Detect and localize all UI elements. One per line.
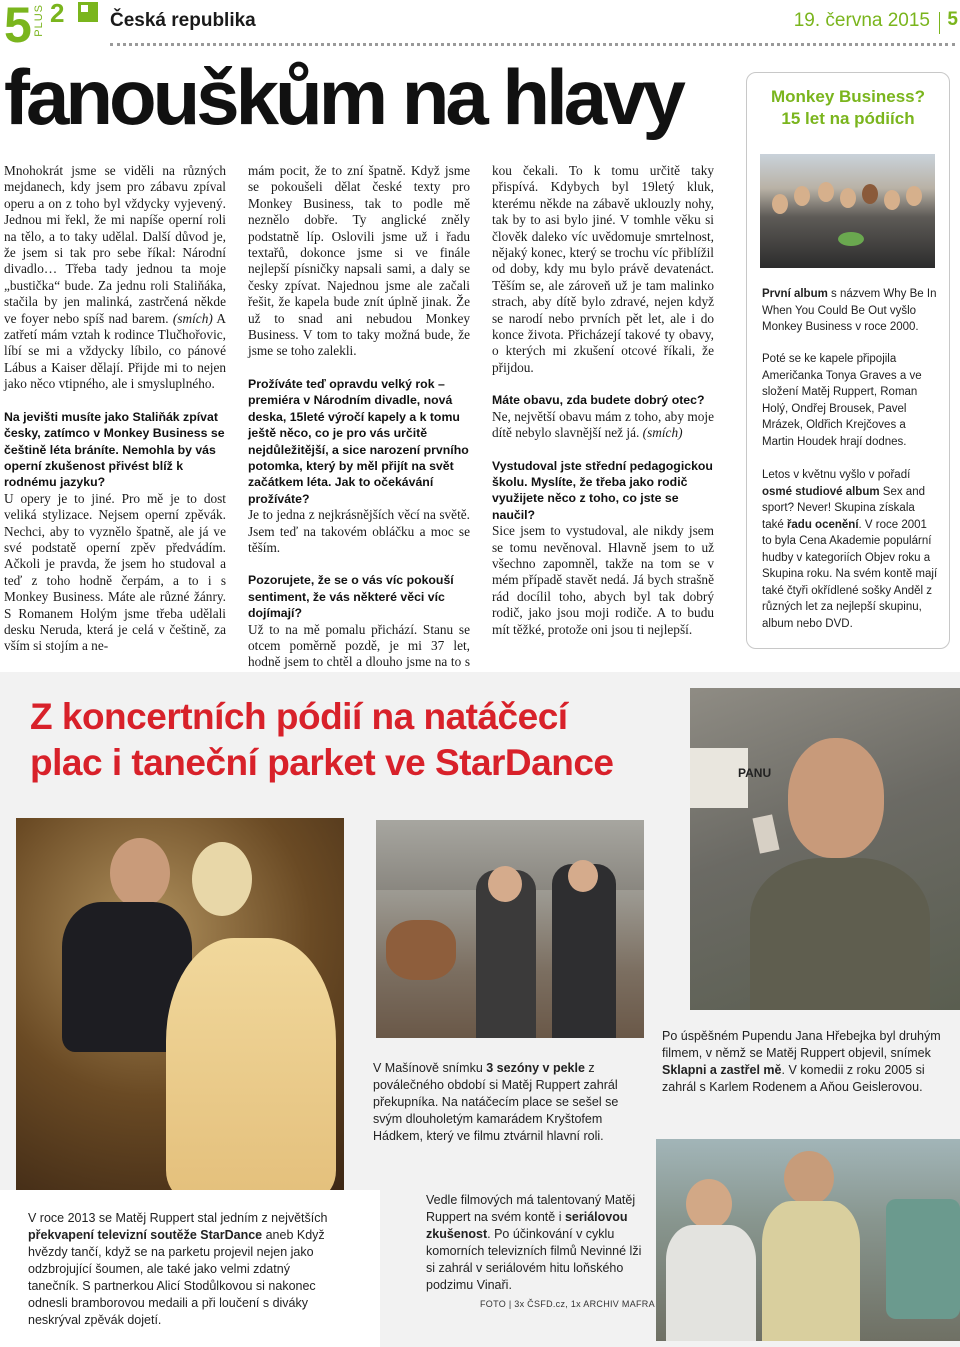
caption-text: aneb Když hvězdy tančí, když se na parketu projevil nejen jako odzbrojující šoumen, ale také jako velmi zdatný tanečník. S partnerkou Alicí Stodůlkovou si nakonec odnesli bramborovou medaili a při loučení s diváky neskrýval zpěvák dojetí. (28, 1228, 325, 1327)
caption-bold-text: překvapení televizní soutěže StarDance (28, 1228, 263, 1242)
band-member-face (794, 186, 810, 206)
caption-text: . V komedii z roku 2005 si zahrál s Karlem Rodenem a Aňou Geislerovou. (662, 1063, 925, 1094)
article-paragraph: U opery je to jiné. Pro mě je to dost veliká stylizace. Nejsem operní zpěvák. Nechci, aby to vyznělo špatně, ale já ve své podstatě operní zpěv předvádím. Ačkoli je pravda, že jsem ho studoval a teď z toho hodně čerpám, a to i s Monkey Business. Máte ale různé žánry. S Romanem Holým jsme třeba udělali desku Neruda, která je celá v češtině, za vším si stojím a ne- (4, 490, 226, 654)
sidebar-title (746, 86, 950, 130)
interview-question: Pozorujete, že se o vás víc pokouší sentiment, že vás některé věci víc dojímají? (248, 573, 454, 621)
page-number: 5 (947, 9, 958, 30)
sidebar-text: s názvem Why Be In When You Could Be Out vyšlo Monkey Business v roce 2000. (762, 288, 937, 333)
caption-series (426, 1192, 646, 1294)
article-text: Mnohokrát jsme se viděli na různých mejdanech, kdy jsem pro zábavu zpíval operu a on z toho byl vždycky vyjevený. Jednou mi řekl, že mi napíše operní roli na tělo, a to taky udělal. Další důvod je, že jsem si tak pro sebe říkal: Národní divadlo… Třeba tady jednou ta moje „bustička“ bude. Za jednu roli Staliňáka, stačila by jen malinká, zastrčená někde ve foyer nebo spíš nad barem. (4, 163, 226, 326)
dancer-hair (192, 842, 252, 916)
actor-face (784, 1151, 834, 1205)
actor-shirt (666, 1225, 756, 1341)
article-text: A zatřetí mám vztah k rodince Tlučhořovic, líbí se mi a vždycky líbilo, co pánové Lábus a Kaiser dělají. Přijde mi to nejen jako něco vtipného, ale i smysluplného. (4, 310, 226, 392)
series-photo (656, 1139, 960, 1341)
portrait-photo (690, 688, 960, 1010)
sign-text: PANU (738, 766, 772, 780)
photo-credit: FOTO | 3x ČSFD.cz, 1x ARCHIV MAFRA (480, 1299, 655, 1309)
band-member-face (862, 184, 878, 204)
band-member-face (840, 188, 856, 208)
band-member-face (906, 186, 922, 206)
actor-face (686, 1179, 732, 1229)
bottom-headline-line2: plac i taneční parket ve StarDance (30, 742, 614, 783)
interview-question: Vystudoval jste střední pedagogickou školu. Myslíte, že třeba jako rodič využijete něco z toho, co jste se naučil? (492, 458, 713, 522)
actor-shirt (762, 1201, 860, 1341)
logo-superscript: 2 (50, 0, 65, 28)
section-title: Česká republika (110, 10, 256, 31)
sign-board (690, 748, 772, 808)
issue-date: 19. června 2015 (793, 10, 930, 31)
article-paragraph (4, 163, 226, 393)
caption-bold-text: Sklapni a zastřel mě (662, 1063, 782, 1077)
actor-face (568, 860, 598, 892)
bottom-headline-line1: Z koncertních pódií na natáčecí (30, 696, 568, 737)
dance-photo (16, 818, 344, 1196)
sidebar-bold-text: osmé studiové album (762, 485, 880, 498)
logo-plus: PLUS (33, 4, 45, 37)
sidebar-paragraph-2: Poté se ke kapele připojila Američanka Tonya Graves a ve složení Matěj Ruppert, Roman Holý, Ondřej Brousek, Pavel Mrázek, Oldřich Krejčoves a Martin Houdek hrají dodnes. (762, 353, 922, 448)
caption-text: V Mašínově snímku (373, 1061, 487, 1075)
dancer-dress (166, 938, 336, 1196)
article-paragraph: mám pocit, že to zní špatně. Když jsme se pokoušeli dělat české texty pro Monkey Business, tak to podle mě neznělo dobře. Ty anglické zněly podstatně líp. Oslovili jsme už i řadu textařů, dokonce jsme si ve finále nejlepší písničky napsali sami, a daly se česky zpívat. Najednou jsme ale začali řešit, že kapela bude znít úplně jinak. Že už to snad ani nebudou Monkey Business. V tom to taky možná bude, že jsme se toho zalekli. (248, 163, 470, 359)
pack-shape (752, 814, 779, 853)
page-headline: fanouškům na hlavy (4, 53, 682, 141)
sidebar-text: Sex and sport? Never! Skupina získala také (762, 485, 925, 531)
background-machine (886, 1199, 960, 1319)
man-jacket (750, 858, 930, 1010)
band-member-face (818, 182, 834, 202)
header-dotted-rule (110, 43, 955, 46)
caption-text: V roce 2013 se Matěj Ruppert stal jedním z největších (28, 1211, 328, 1225)
band-member-face (772, 194, 788, 214)
logo-number: 5 (4, 0, 32, 53)
logo-square-icon (78, 2, 98, 22)
wood-pile (386, 920, 456, 980)
caption-dance (28, 1210, 330, 1329)
sidebar-title-line2: 15 let na pódiích (781, 109, 915, 128)
cake-shape (838, 232, 864, 246)
caption-bold-text: 3 sezóny v pekle (486, 1061, 585, 1075)
actor-face (488, 866, 522, 902)
bottom-headline (30, 694, 614, 786)
article-paragraph: Sice jsem to vystudoval, ale nikdy jsem se tomu nevěnoval. Hlavně jsem to už všechno zapomněl, takže na tom se v mém případě stavět nedá. Já bych strašně rád docílil toho, abych byl tak dobrý rodič, jako jsou moji rodiče. A to budu mít těžké, protože oni jsou ti nejlepší. (492, 523, 714, 637)
sidebar-paragraph-3 (762, 467, 938, 632)
article-column-3 (492, 163, 714, 638)
sidebar-title-line1: Monkey Business? (771, 87, 925, 106)
article-paragraph (492, 409, 714, 442)
caption-text: . Po účinkování v cyklu komorních televizních filmů Nevinné lži si zahrál v seriálovém hitu loňského podzimu Vinaři. (426, 1227, 642, 1292)
sidebar-bold-text: řadu ocenění (786, 518, 859, 531)
article-text: Ne, největší obavu mám z toho, aby moje dítě nebylo slavnější než já. (492, 408, 714, 441)
caption-text: Vedle filmových má talentovaný Matěj Ruppert na svém kontě i (426, 1193, 636, 1224)
band-photo (760, 154, 935, 268)
article-paragraph: Už to na mě pomalu přichází. Stanu se otcem poměrně pozdě, je mi 37 let, hodně jsem to chtěl a dlouho jsme na to s (248, 621, 470, 670)
caption-bold-text: seriálovou zkušenost (426, 1210, 628, 1241)
sidebar-bold-text: První album (762, 288, 828, 300)
article-paragraph: kou čekali. To k tomu určitě taky přispívá. Kdybych byl 19letý kluk, kterému někde na zábavě uklouzly nohy, tak by to asi bylo jiné. V tomhle věku si člověk daleko víc uvědomuje smrtelnost, nějaký konec, který se trochu víc přiblížil od doby, kdy mu bylo právě devatenáct. Těším se, ale zároveň už je tam malinko strach, aby dítě bylo zdravé, nejen když se narodí nebo prvních pět let, ale i do konce života. Přicházejí takové ty obavy, o kterých mi zkušení otcové říkali, že přijdou. (492, 163, 714, 375)
interview-question: Prožíváte teď opravdu velký rok – premiéra v Národním divadle, nová deska, 15leté výročí kapely a k tomu ještě něco, co je pro vás určitě nejdůležitější, a sice narození prvního potomka, který by měl přijít na svět začátkem léta. Jak to očekávání prožíváte? (248, 376, 469, 506)
sidebar-text: Letos v květnu vyšlo v pořadí (762, 469, 911, 481)
article-italic-text: (smích) (642, 425, 683, 441)
caption-text: z poválečného období si Matěj Ruppert zahrál překupníka. Na natáčecím place se sešel se svým dlouholetým kamarádem Kryštofem Hádkem, který ve filmu ztvárnil hlavní roli. (373, 1061, 619, 1143)
caption-text: Po úspěšném Pupendu Jana Hřebejka byl druhým filmem, v němž se Matěj Ruppert objevil, snímek (662, 1029, 941, 1060)
caption-pupendo (662, 1028, 952, 1096)
man-face (788, 738, 884, 858)
dancer-face (110, 838, 170, 908)
article-paragraph: Je to jedna z nejkrásnějších věcí na světě. Jsem teď na takovém obláčku a moc se těším. (248, 507, 470, 555)
sidebar-text: . V roce 2001 to byla Cena Akademie populární hudby v kategoriích Objev roku a Skupina roku. Na svém kontě mají také čtyři okřídlené sošky Anděl z různých let za nejlepší skupinu, album nebo DVD. (762, 518, 938, 630)
caption-film (373, 1060, 623, 1145)
interview-question: Na jevišti musíte jako Staliňák zpívat česky, zatímco v Monkey Business se češtině léta bráníte. Nemohla by vás operní zkušenost přivést blíž k rodnému jazyku? (4, 409, 225, 490)
band-member-face (884, 190, 900, 210)
interview-question: Máte obavu, zda budete dobrý otec? (492, 393, 705, 408)
sidebar-paragraph-1 (762, 286, 938, 336)
header-separator (939, 12, 940, 34)
film-photo (376, 820, 644, 1038)
article-column-2 (248, 163, 470, 687)
article-italic-text: (smích) (172, 310, 213, 326)
article-column-1 (4, 163, 226, 655)
